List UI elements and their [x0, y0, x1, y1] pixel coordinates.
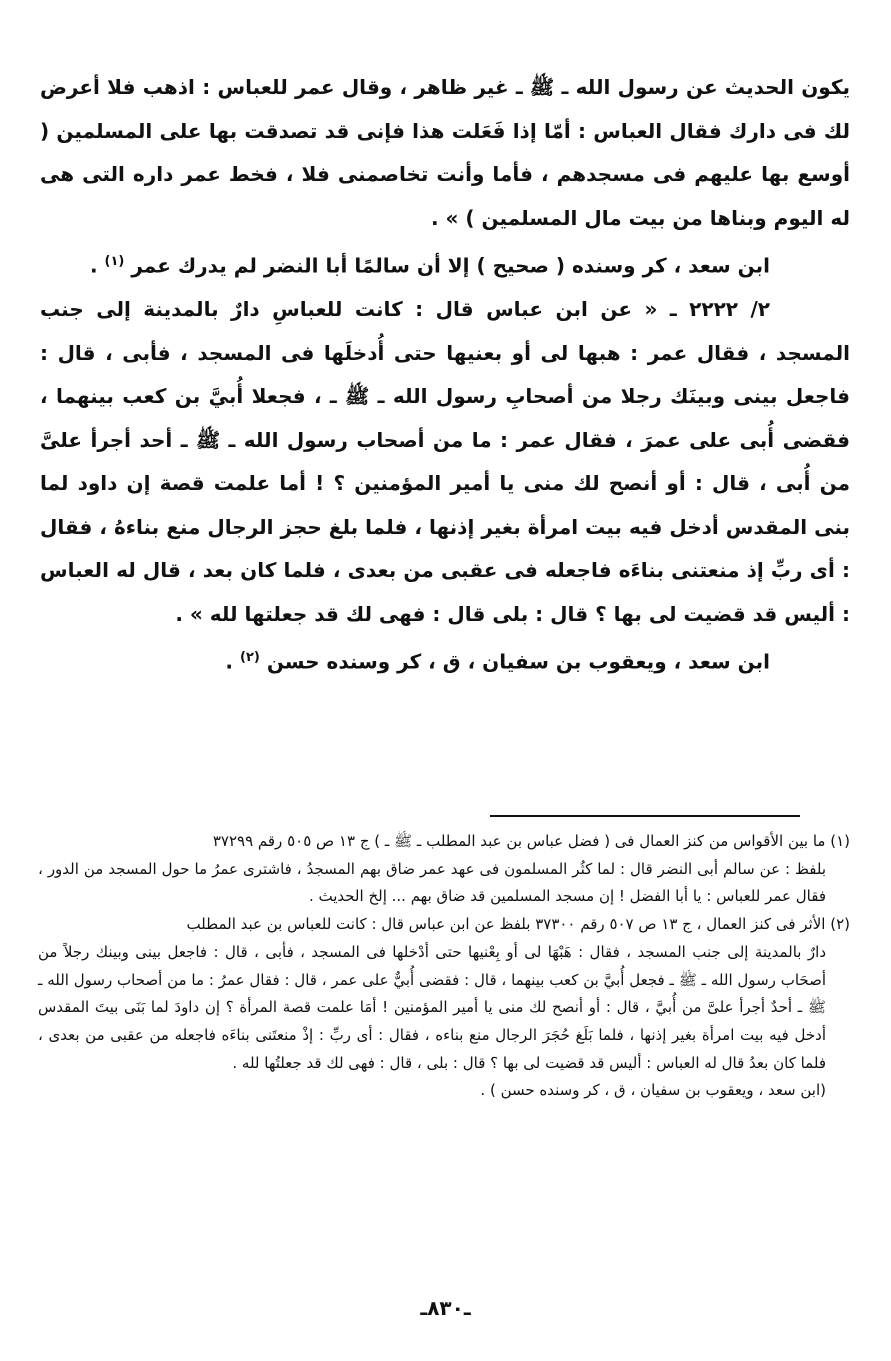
- paragraph-1: يكون الحديث عن رسول الله ـ ﷺ ـ غير ظاهر ، وقال عمر للعباس : اذهب فلا أعرض لك فى دارك فقال العباس : أمّا إذا فَعَلت هذا فإنى قد تصدقت بها على المسلمين ( أوسع بها عليهم فى مسجدهم ، فأما وأنت تخاصمنى فلا ، فخط عمر داره التى هى له اليوم وبناها من بيت مال المسلمين ) » .: [40, 75, 850, 230]
- main-text: [40, 66, 850, 684]
- footnote-2-source: (ابن سعد ، ويعقوب بن سفيان ، ق ، كر وسنده حسن ) .: [480, 1081, 826, 1100]
- footnote-1: (١) ما بين الأقواس من كنز العمال فى ( فضل عباس بن عبد المطلب ـ ﷺ ـ ) ج ١٣ ص ٥٠٥ رقم ٣٧٢٩٩: [212, 832, 850, 850]
- page-number: ـ٨٣٠ـ: [420, 1296, 471, 1320]
- source-line-2: ابن سعد ، ويعقوب بن سفيان ، ق ، كر وسنده حسن $^{(٢)}$ .: [225, 649, 770, 674]
- footnote-1-continued: بلفظ : عن سالم أبى النضر قال : لما كثُر المسلمون فى عهد عمر ضاق بهم المسجدُ ، فاشترى عمرُ ما حول المسجد من الدور ، فقال عمر للعباس : يا أبا الفضل ! إن مسجد المسلمين قد ضاق بهم ... إلخ الحديث .: [38, 859, 826, 906]
- footnote-2-continued: دارٌ بالمدينة إلى جنب المسجد ، فقال : هَبْهَا لى أو بِعْنيها حتى أدْخلها فى المسجد ، فأبى ، قال : فاجعل بينى وبينك رجلاً من أصحَاب رسول الله ـ ﷺ ـ فجعل أُبيَّ بن كعب بينهما ، قال : فقضى أُبيٌّ على عمر ، قال : فقال عمرُ : ما من أصحاب رسول الله ـ ﷺ ـ أحدٌ أجرأ علىَّ من أُبيَّ ، قال : أو أنصح لك منى يا أمير المؤمنين ! أمَا علمت قصة المرأة ؟ إن داودَ لما بَنَى بيتَ المقدس أدخل فيه بيت امرأة بغير إذنها ، فلما بَلَغ حُجَرَ الرجال منع بناءه ، فقال : أى ربِّ : إذْ منعتَنى بناءَه فاجعله من عقبى من بعدى ، فلما كان بعدُ قال له العباس : أليس قد قضيت لى بها ؟ قال : بلى ، قال : فهى لك قد جعلتُها لله .: [38, 942, 826, 1072]
- paragraph-2: ٢/ ٢٢٢٢ ـ « عن ابن عباس قال : كانت للعباسِ دارٌ بالمدينة إلى جنب المسجد ، فقال عمر : هبها لى أو بعنيها حتى أُدخلَها فى المسجد ، فأبى ، قال : فاجعل بينى وبينَك رجلا من أصحابِ رسول الله ـ ﷺ ـ ، فجعلا أُبيَّ بن كعب بينهما ، فقضى أُبى على عمرَ ، فقال عمر : ما من أصحاب رسول الله ـ ﷺ ـ أحد أجرأ علىَّ من أُبى ، قال : أو أنصح لك منى يا أمير المؤمنين ؟ ! أما علمت قصة إن داود لما بنى المقدس أدخل فيه بيت امرأة بغير إذنها ، فلما بلغ حجز الرجال منع بناءهُ ، فقال : أى ربِّ إذ منعتنى بناءَه فاجعله فى عقبى من بعدى ، فلما كان بعد ، قال له العباس : أليس قد قضيت لى بها ؟ قال : بلى قال : فهى لك قد جعلتها لله » .: [40, 297, 850, 626]
- footnote-ref-1: (١): [104, 254, 125, 269]
- source-text-1: ابن سعد ، كر وسنده ( صحيح ) إلا أن سالمًا أبا النضر لم يدرك عمر: [131, 253, 770, 278]
- footnote-divider: [490, 815, 800, 817]
- source-line-1: ابن سعد ، كر وسنده ( صحيح ) إلا أن سالمًا أبا النضر لم يدرك عمر $^{(١)}$ .: [89, 253, 770, 278]
- footnotes: [38, 828, 850, 1105]
- footnote-2: (٢) الأثر فى كنز العمال ، ج ١٣ ص ٥٠٧ رقم ٣٧٣٠٠ بلفظ عن ابن عباس قال : كانت للعباس بن عبد المطلب: [186, 915, 850, 934]
- footnote-ref-2: (٢): [240, 650, 260, 666]
- source-text-2: ابن سعد ، ويعقوب بن سفيان ، ق ، كر وسنده حسن: [266, 649, 770, 674]
